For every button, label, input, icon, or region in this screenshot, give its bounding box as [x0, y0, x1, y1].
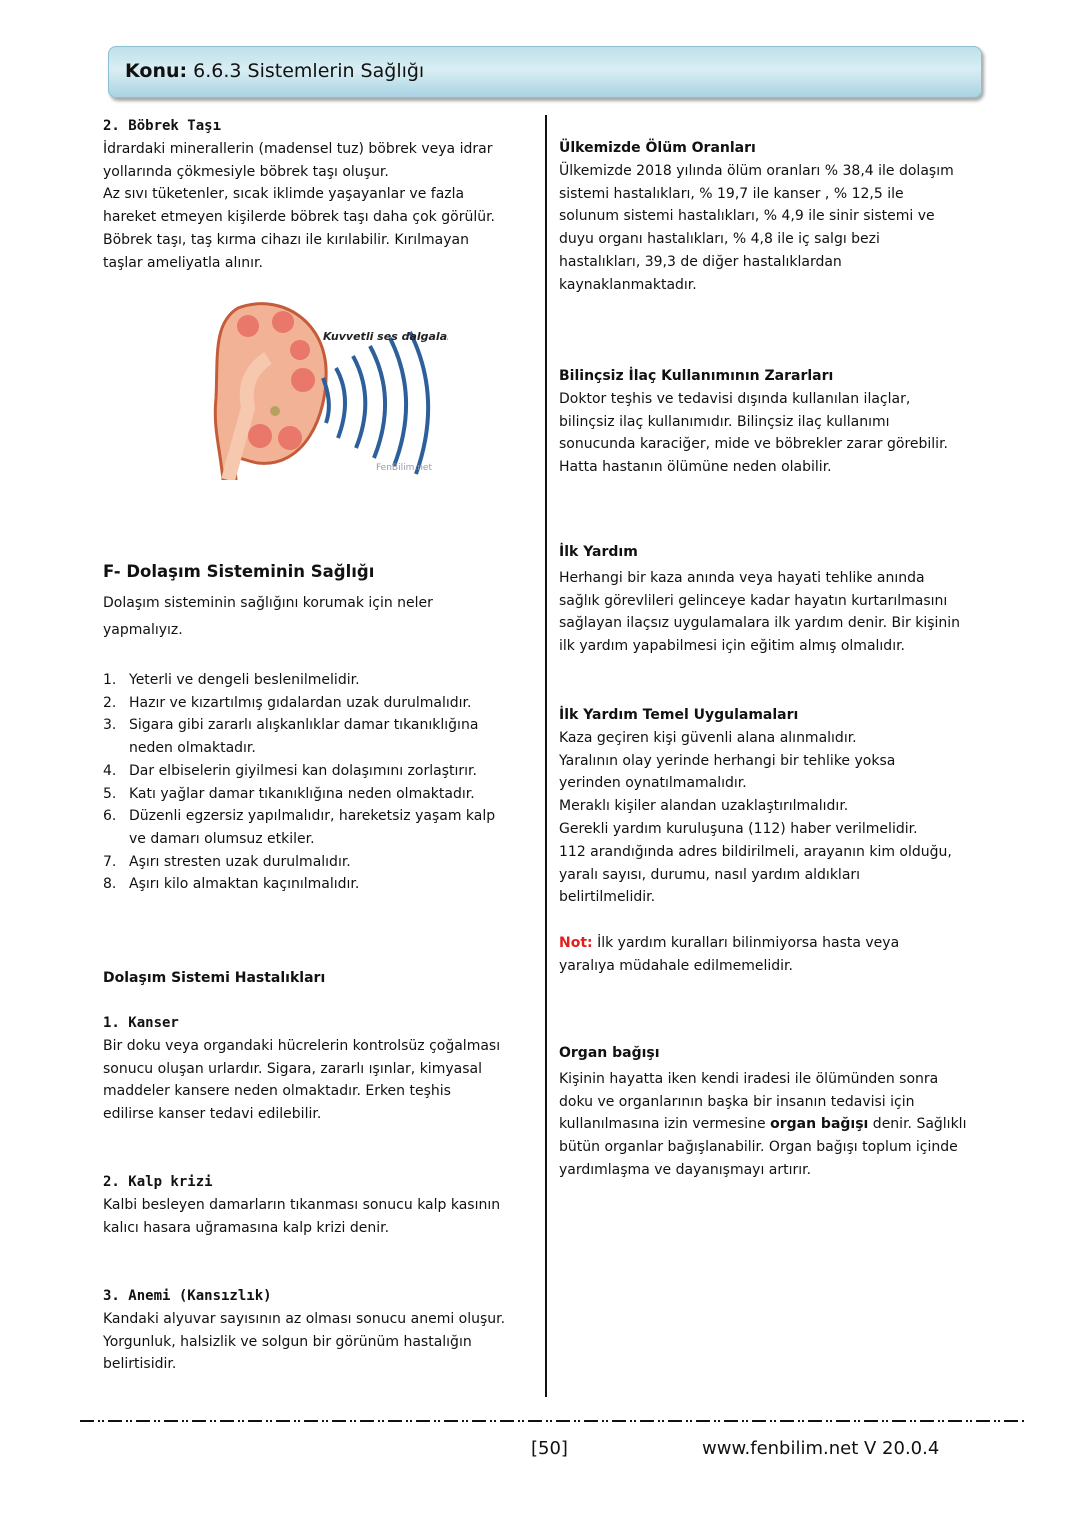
item-number: 7. [103, 853, 117, 870]
text-line: Kandaki alyuvar sayısının az olması sonucu anemi oluşur. [103, 1310, 506, 1327]
text-line: Herhangi bir kaza anında veya hayati tehlike anında [559, 569, 925, 586]
kidney-stone-illustration [208, 298, 448, 480]
list-item [103, 783, 495, 806]
dolasim-list [103, 669, 495, 896]
page-number: [50] [531, 1438, 568, 1459]
list-item [103, 805, 495, 850]
text-line: sistemi hastalıkları, % 19,7 ile kanser , % 12,5 ile [559, 185, 904, 202]
topic-title: 6.6.3 Sistemlerin Sağlığı [193, 60, 425, 82]
list-item [103, 692, 495, 715]
text-line: kullanılmasına izin vermesine [559, 1116, 771, 1133]
item-text: Katı yağlar damar tıkanıklığına neden olmaktadır. [129, 785, 475, 802]
item-text: Dar elbiselerin giyilmesi kan dolaşımını zorlaştırır. [129, 762, 477, 779]
section-title: İlk Yardım [559, 544, 638, 560]
list-item [103, 760, 495, 783]
bold-term: organ bağışı [770, 1116, 869, 1133]
kanser-section [103, 1012, 500, 1126]
item-number: 6. [103, 808, 117, 825]
item-text: neden olmaktadır. [129, 740, 256, 757]
item-text: Sigara gibi zararlı alışkanlıklar damar tıkanıklığına [129, 717, 479, 734]
footer-divider [80, 1420, 1025, 1422]
dolasim-title: F- Dolaşım Sisteminin Sağlığı [103, 562, 375, 581]
list-item [103, 873, 495, 896]
text-line: hastalıkları, 39,3 de diğer hastalıklardan [559, 253, 842, 270]
text-line: bilinçsiz ilaç kullanımıdır. Bilinçsiz ilaç kullanımı [559, 413, 890, 430]
text-line: Kaza geçiren kişi güvenli alana alınmalıdır. [559, 729, 857, 746]
item-text: Aşırı stresten uzak durulmalıdır. [129, 853, 351, 870]
temel-section [559, 704, 952, 909]
item-text: Düzenli egzersiz yapılmalıdır, hareketsiz yaşam kalp [129, 808, 496, 825]
note-section [559, 932, 899, 978]
text-line: denir. Sağlıklı [868, 1116, 967, 1133]
olum-section [559, 137, 954, 297]
item-number: 8. [103, 876, 117, 893]
text-line: solunum sistemi hastalıkları, % 4,9 ile sinir sistemi ve [559, 208, 935, 225]
hastaliklar-title: Dolaşım Sistemi Hastalıkları [103, 970, 326, 986]
ilkyardim-section [559, 541, 960, 658]
text-line: bütün organlar bağışlanabilir. Organ bağışı toplum içinde [559, 1139, 958, 1156]
text-line: kalıcı hasara uğramasına kalp krizi denir. [103, 1219, 390, 1236]
item-number: 3. [103, 717, 117, 734]
text-line: taşlar ameliyatla alınır. [103, 254, 263, 271]
list-item [103, 851, 495, 874]
text-line: yapmalıyız. [103, 622, 183, 638]
bobrek-section [103, 115, 495, 275]
topic-header [108, 46, 982, 98]
item-text: ve damarı olumsuz etkiler. [129, 830, 315, 847]
text-line: İlk yardım kuralları bilinmiyorsa hasta veya [597, 935, 900, 951]
text-line: yaralı sayısı, durumu, nasıl yardım aldıkları [559, 866, 861, 883]
text-line: Kişinin hayatta iken kendi iradesi ile ölümünden sonra [559, 1070, 939, 1087]
text-line: yollarında çökmesiyle böbrek taşı oluşur. [103, 163, 389, 180]
site-version: www.fenbilim.net V 20.0.4 [702, 1438, 940, 1459]
item-number: 2. [103, 694, 117, 711]
item-text: Aşırı kilo almaktan kaçınılmalıdır. [129, 876, 360, 893]
text-line: sağlayan ilaçsız uygulamalara ilk yardım denir. Bir kişinin [559, 615, 961, 632]
text-line: doku ve organlarının başka bir insanın tedavisi için [559, 1093, 915, 1110]
section-title: Bilinçsiz İlaç Kullanımının Zararları [559, 368, 834, 384]
text-line: İdrardaki minerallerin (madensel tuz) böbrek veya idrar [103, 140, 493, 157]
item-text: Hazır ve kızartılmış gıdalardan uzak durulmalıdır. [129, 694, 472, 711]
dolasim-intro [103, 590, 433, 644]
text-line: yerinden oynatılmamalıdır. [559, 775, 747, 792]
note-label: Not: [559, 935, 593, 951]
text-line: duyu organı hastalıkları, % 4,8 ile iç salgı bezi [559, 231, 880, 248]
text-line: belirtisidir. [103, 1356, 177, 1373]
text-line: sonucu oluşan urlardır. Sigara, zararlı ışınlar, kimyasal [103, 1060, 482, 1077]
text-line: yaralıya müdahale edilmemelidir. [559, 957, 793, 974]
text-line: kaynaklanmaktadır. [559, 276, 697, 293]
topic-label: Konu: [125, 60, 188, 82]
ilac-section [559, 365, 948, 479]
text-line: Az sıvı tüketenler, sıcak iklimde yaşayanlar ve fazla [103, 186, 465, 203]
text-line: Yaralının olay yerinde herhangi bir tehlike yoksa [559, 752, 896, 769]
list-item [103, 669, 495, 692]
section-title: Ülkemizde Ölüm Oranları [559, 140, 756, 156]
list-item [103, 714, 495, 759]
text-line: sağlık görevlileri gelinceye kadar hayatın kurtarılmasını [559, 592, 948, 609]
text-line: Böbrek taşı, taş kırma cihazı ile kırılabilir. Kırılmayan [103, 231, 469, 248]
text-line: 112 arandığında adres bildirilmeli, arayanın kim olduğu, [559, 843, 952, 860]
text-line: Kalbi besleyen damarların tıkanması sonucu kalp kasının [103, 1196, 501, 1213]
text-line: Bir doku veya organdaki hücrelerin kontrolsüz çoğalması [103, 1037, 501, 1054]
item-number: 1. [103, 672, 117, 688]
section-title: 3. Anemi (Kansızlık) [103, 1288, 272, 1304]
text-line: Gerekli yardım kuruluşuna (112) haber verilmelidir. [559, 820, 918, 837]
text-line: Hatta hastanın ölümüne neden olabilir. [559, 459, 832, 476]
text-line: maddeler kansere neden olmaktadır. Erken teşhis [103, 1083, 451, 1100]
section-title: 1. Kanser [103, 1015, 179, 1031]
section-title: 2. Böbrek Taşı [103, 118, 222, 134]
text-line: Doktor teşhis ve tedavisi dışında kullanılan ilaçlar, [559, 390, 911, 407]
image-watermark: FenBilim.net [376, 463, 432, 473]
text-line: edilirse kanser tedavi edilebilir. [103, 1106, 322, 1123]
text-line: yardımlaşma ve dayanışmayı artırır. [559, 1161, 812, 1178]
column-divider [545, 115, 547, 1397]
item-text: Yeterli ve dengeli beslenilmelidir. [129, 672, 360, 688]
item-number: 4. [103, 762, 117, 779]
anemi-section [103, 1285, 505, 1376]
text-line: ilk yardım yapabilmesi için eğitim almış olmalıdır. [559, 638, 906, 655]
section-title: Organ bağışı [559, 1045, 660, 1061]
text-line: Meraklı kişiler alandan uzaklaştırılmalıdır. [559, 798, 849, 815]
text-line: hareket etmeyen kişilerde böbrek taşı daha çok görülür. [103, 209, 496, 226]
text-line: Ülkemizde 2018 yılında ölüm oranları % 38,4 ile dolaşım [559, 162, 954, 179]
text-line: Yorgunluk, halsizlik ve solgun bir görünüm hastalığın [103, 1333, 472, 1350]
text-line: Dolaşım sisteminin sağlığını korumak için neler [103, 595, 433, 611]
section-title: 2. Kalp krizi [103, 1174, 213, 1190]
image-caption: Kuvvetli ses dalgaları [323, 330, 448, 343]
text-line: sonucunda karaciğer, mide ve böbrekler zarar görebilir. [559, 436, 948, 453]
item-number: 5. [103, 785, 117, 802]
text-line: belirtilmelidir. [559, 889, 656, 906]
section-title: İlk Yardım Temel Uygulamaları [559, 707, 799, 723]
organ-section [559, 1042, 966, 1182]
kalp-section [103, 1171, 500, 1239]
